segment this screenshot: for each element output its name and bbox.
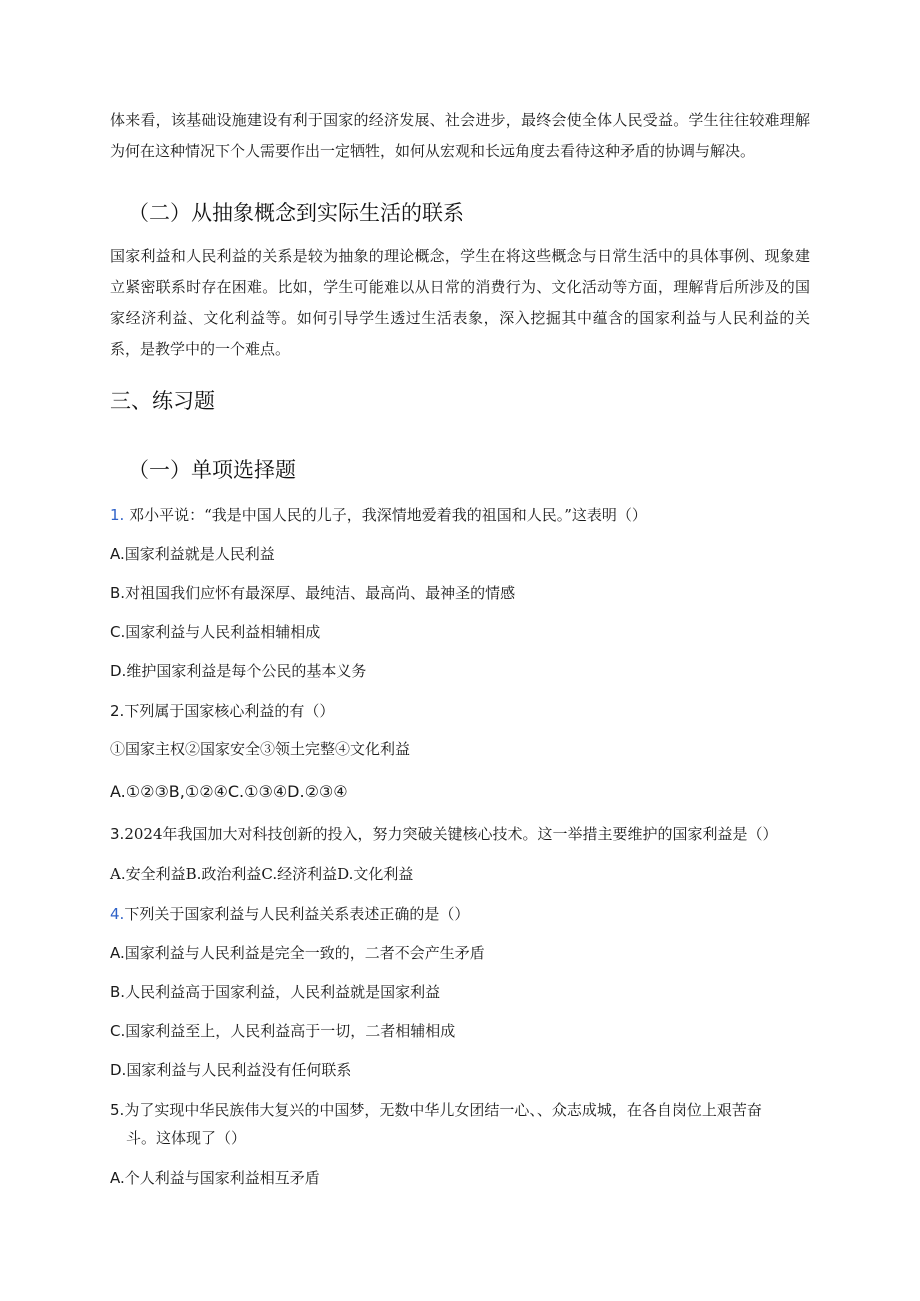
- question-5-number: 5.: [110, 1101, 125, 1119]
- question-5-stem-continued: 斗。这体现了（）: [126, 1129, 247, 1147]
- intro-paragraph: 体来看，该基础设施建设有利于国家的经济发展、社会进步，最终会使全体人民受益。学生往往较难理解为何在这种情况下个人需要作出一定牺牲，如何从宏观和长远角度去看待这种矛盾的协调与解决。: [110, 111, 810, 160]
- question-4-stem: [110, 902, 810, 926]
- subsection-heading-single-choice: （一）单项选择题: [128, 458, 296, 482]
- question-5-option-a: [110, 1166, 810, 1190]
- question-5-text-line1: 为了实现中华民族伟大复兴的中国梦，无数中华儿女团结一心、、众志成城，在各自岗位上艰苦奋: [124, 1101, 762, 1119]
- question-3-text: 2024年我国加大对科技创新的投入，努力突破关键核心技术。这一举措主要维护的国家利益是（）: [124, 825, 778, 843]
- question-5-stem: [110, 1098, 810, 1122]
- question-4-option-d: [110, 1058, 810, 1082]
- question-1-option-d: [110, 659, 810, 683]
- part-3-heading: 三、练习题: [110, 389, 215, 413]
- option-text: 国家利益就是人民利益: [124, 545, 275, 563]
- question-1-option-a: [110, 542, 810, 566]
- question-2-number: 2.: [110, 702, 125, 720]
- option-label: D.: [110, 662, 127, 680]
- option-text: 个人利益与国家利益相互矛盾: [124, 1169, 320, 1187]
- question-4-number: 4.: [110, 905, 125, 923]
- option-text: 国家利益至上，人民利益高于一切，二者相辅相成: [125, 1022, 456, 1040]
- option-text: 国家利益与人民利益是完全一致的，二者不会产生矛盾: [124, 944, 485, 962]
- option-label: D.: [110, 1061, 127, 1079]
- question-2-text: 下列属于国家核心利益的有（）: [124, 702, 335, 720]
- question-4-option-c: [110, 1019, 810, 1043]
- option-label: C.: [110, 623, 126, 641]
- option-label: B.: [110, 983, 126, 1001]
- option-label: A.: [110, 1169, 125, 1187]
- option-text: 对祖国我们应怀有最深厚、最纯洁、最高尚、最神圣的情感: [125, 584, 516, 602]
- section-2-paragraph: 国家利益和人民利益的关系是较为抽象的理论概念，学生在将这些概念与日常生活中的具体事例、现象建立紧密联系时存在困难。比如，学生可能难以从日常的消费行为、文化活动等方面，理解背后所涉及的国家经济利益、文化利益等。如何引导学生透过生活表象，深入挖掘其中蕴含的国家利益与人民利益的关系，是教学中的一个难点。: [110, 247, 810, 358]
- question-1-option-b: [110, 581, 810, 605]
- option-text: 维护国家利益是每个公民的基本义务: [126, 662, 367, 680]
- question-1-stem: [110, 503, 810, 527]
- question-1-text: 邓小平说：“我是中国人民的儿子，我深情地爱着我的祖国和人民。”这表明（）: [129, 506, 647, 524]
- option-label: B.: [110, 584, 126, 602]
- option-label: A.: [110, 944, 125, 962]
- option-label: A.: [110, 545, 125, 563]
- question-4-option-a: [110, 941, 810, 965]
- question-2-options: A.①②③B,①②④C.①③④D.②③④: [110, 782, 348, 801]
- option-text: 国家利益与人民利益没有任何联系: [126, 1061, 352, 1079]
- option-label: C.: [110, 1022, 126, 1040]
- section-heading-2: （二）从抽象概念到实际生活的联系: [128, 201, 464, 225]
- question-4-option-b: [110, 980, 810, 1004]
- question-1-option-c: [110, 620, 810, 644]
- question-3-number: 3.: [110, 825, 125, 843]
- question-2-stem: [110, 699, 810, 723]
- question-3-options: A.安全利益B.政治利益C.经济利益D.文化利益: [110, 865, 414, 883]
- question-1-number: 1.: [110, 506, 125, 524]
- question-3-stem: [110, 822, 810, 846]
- option-text: 人民利益高于国家利益，人民利益就是国家利益: [125, 983, 441, 1001]
- question-2-items: ①国家主权②国家安全③领土完整④文化利益: [110, 740, 411, 758]
- option-text: 国家利益与人民利益相辅相成: [125, 623, 321, 641]
- question-4-text: 下列关于国家利益与人民利益关系表述正确的是（）: [124, 905, 470, 923]
